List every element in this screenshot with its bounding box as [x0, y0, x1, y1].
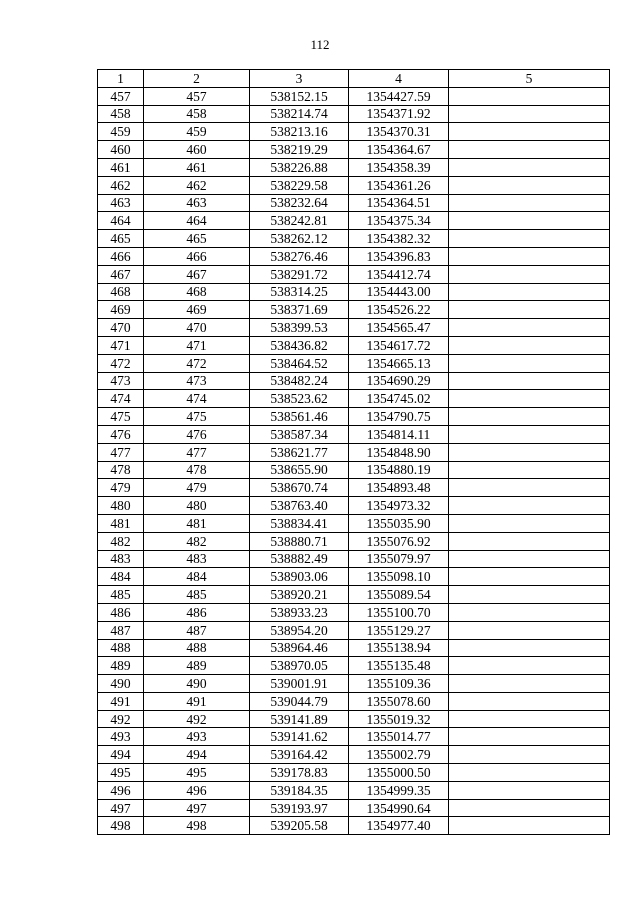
table-header-row — [98, 70, 610, 88]
table-row — [98, 283, 610, 301]
table-row — [98, 710, 610, 728]
cell-x-coordinate: 539001.91 — [250, 675, 349, 693]
cell-note — [449, 817, 610, 835]
cell-point-number: 476 — [144, 425, 250, 443]
cell-point-number: 492 — [144, 710, 250, 728]
cell-x-coordinate: 539178.83 — [250, 764, 349, 782]
cell-note — [449, 710, 610, 728]
cell-point-number: 465 — [144, 230, 250, 248]
cell-note — [449, 746, 610, 764]
table-row — [98, 514, 610, 532]
cell-y-coordinate: 1355019.32 — [349, 710, 449, 728]
cell-note — [449, 372, 610, 390]
cell-note — [449, 247, 610, 265]
cell-point-number: 461 — [144, 158, 250, 176]
cell-index: 489 — [98, 657, 144, 675]
cell-y-coordinate: 1355079.97 — [349, 550, 449, 568]
cell-y-coordinate: 1354893.48 — [349, 479, 449, 497]
cell-point-number: 485 — [144, 586, 250, 604]
cell-point-number: 475 — [144, 408, 250, 426]
cell-x-coordinate: 538262.12 — [250, 230, 349, 248]
cell-x-coordinate: 538242.81 — [250, 212, 349, 230]
cell-y-coordinate: 1355098.10 — [349, 568, 449, 586]
cell-x-coordinate: 538464.52 — [250, 354, 349, 372]
cell-x-coordinate: 538226.88 — [250, 158, 349, 176]
cell-x-coordinate: 539193.97 — [250, 799, 349, 817]
cell-index: 480 — [98, 497, 144, 515]
table-row — [98, 639, 610, 657]
cell-y-coordinate: 1354412.74 — [349, 265, 449, 283]
cell-x-coordinate: 538655.90 — [250, 461, 349, 479]
cell-point-number: 464 — [144, 212, 250, 230]
column-header-5: 5 — [449, 70, 610, 88]
table-row — [98, 621, 610, 639]
table-row — [98, 141, 610, 159]
table-row — [98, 230, 610, 248]
table-row — [98, 319, 610, 337]
cell-note — [449, 105, 610, 123]
cell-note — [449, 764, 610, 782]
cell-note — [449, 675, 610, 693]
cell-point-number: 458 — [144, 105, 250, 123]
table-row — [98, 212, 610, 230]
cell-y-coordinate: 1354790.75 — [349, 408, 449, 426]
cell-note — [449, 461, 610, 479]
table-row — [98, 728, 610, 746]
cell-y-coordinate: 1354977.40 — [349, 817, 449, 835]
cell-x-coordinate: 538587.34 — [250, 425, 349, 443]
cell-index: 477 — [98, 443, 144, 461]
table-row — [98, 372, 610, 390]
cell-point-number: 489 — [144, 657, 250, 675]
cell-index: 476 — [98, 425, 144, 443]
cell-index: 458 — [98, 105, 144, 123]
cell-y-coordinate: 1354617.72 — [349, 336, 449, 354]
cell-note — [449, 568, 610, 586]
table-row — [98, 568, 610, 586]
table-row — [98, 390, 610, 408]
table-row — [98, 301, 610, 319]
table-row — [98, 336, 610, 354]
cell-y-coordinate: 1355138.94 — [349, 639, 449, 657]
table-row — [98, 817, 610, 835]
cell-y-coordinate: 1355078.60 — [349, 692, 449, 710]
cell-x-coordinate: 539164.42 — [250, 746, 349, 764]
cell-point-number: 470 — [144, 319, 250, 337]
cell-point-number: 457 — [144, 87, 250, 105]
table-row — [98, 265, 610, 283]
table-body — [98, 87, 610, 834]
cell-x-coordinate: 538561.46 — [250, 408, 349, 426]
table-row — [98, 657, 610, 675]
cell-y-coordinate: 1354999.35 — [349, 781, 449, 799]
cell-point-number: 477 — [144, 443, 250, 461]
cell-x-coordinate: 538933.23 — [250, 603, 349, 621]
cell-x-coordinate: 539141.62 — [250, 728, 349, 746]
cell-y-coordinate: 1355076.92 — [349, 532, 449, 550]
cell-index: 492 — [98, 710, 144, 728]
table-row — [98, 586, 610, 604]
cell-y-coordinate: 1354375.34 — [349, 212, 449, 230]
cell-index: 463 — [98, 194, 144, 212]
column-header-1: 1 — [98, 70, 144, 88]
table-row — [98, 781, 610, 799]
cell-x-coordinate: 538214.74 — [250, 105, 349, 123]
cell-note — [449, 158, 610, 176]
cell-note — [449, 265, 610, 283]
cell-point-number: 482 — [144, 532, 250, 550]
cell-index: 462 — [98, 176, 144, 194]
cell-index: 465 — [98, 230, 144, 248]
cell-point-number: 462 — [144, 176, 250, 194]
cell-point-number: 478 — [144, 461, 250, 479]
table-row — [98, 550, 610, 568]
cell-x-coordinate: 538276.46 — [250, 247, 349, 265]
cell-index: 466 — [98, 247, 144, 265]
cell-x-coordinate: 538219.29 — [250, 141, 349, 159]
cell-y-coordinate: 1354396.83 — [349, 247, 449, 265]
cell-note — [449, 301, 610, 319]
cell-note — [449, 639, 610, 657]
cell-x-coordinate: 538954.20 — [250, 621, 349, 639]
cell-note — [449, 425, 610, 443]
cell-note — [449, 479, 610, 497]
cell-point-number: 488 — [144, 639, 250, 657]
cell-y-coordinate: 1355035.90 — [349, 514, 449, 532]
cell-y-coordinate: 1354364.67 — [349, 141, 449, 159]
cell-y-coordinate: 1354565.47 — [349, 319, 449, 337]
cell-index: 461 — [98, 158, 144, 176]
cell-point-number: 493 — [144, 728, 250, 746]
cell-index: 459 — [98, 123, 144, 141]
cell-point-number: 474 — [144, 390, 250, 408]
cell-index: 494 — [98, 746, 144, 764]
cell-note — [449, 319, 610, 337]
table-row — [98, 194, 610, 212]
cell-index: 488 — [98, 639, 144, 657]
cell-note — [449, 176, 610, 194]
column-header-4: 4 — [349, 70, 449, 88]
table-row — [98, 354, 610, 372]
cell-y-coordinate: 1354990.64 — [349, 799, 449, 817]
column-header-2: 2 — [144, 70, 250, 88]
cell-point-number: 481 — [144, 514, 250, 532]
cell-x-coordinate: 538152.15 — [250, 87, 349, 105]
table-row — [98, 176, 610, 194]
cell-index: 496 — [98, 781, 144, 799]
cell-note — [449, 550, 610, 568]
cell-point-number: 473 — [144, 372, 250, 390]
cell-index: 468 — [98, 283, 144, 301]
cell-point-number: 490 — [144, 675, 250, 693]
cell-index: 486 — [98, 603, 144, 621]
table-row — [98, 443, 610, 461]
cell-x-coordinate: 539205.58 — [250, 817, 349, 835]
cell-x-coordinate: 538763.40 — [250, 497, 349, 515]
cell-y-coordinate: 1354848.90 — [349, 443, 449, 461]
cell-point-number: 483 — [144, 550, 250, 568]
cell-x-coordinate: 539044.79 — [250, 692, 349, 710]
cell-x-coordinate: 538213.16 — [250, 123, 349, 141]
table-row — [98, 532, 610, 550]
cell-y-coordinate: 1354371.92 — [349, 105, 449, 123]
cell-y-coordinate: 1354370.31 — [349, 123, 449, 141]
cell-x-coordinate: 538232.64 — [250, 194, 349, 212]
coordinates-table — [97, 69, 610, 835]
cell-index: 457 — [98, 87, 144, 105]
table-row — [98, 603, 610, 621]
cell-note — [449, 443, 610, 461]
cell-note — [449, 283, 610, 301]
cell-note — [449, 123, 610, 141]
cell-index: 497 — [98, 799, 144, 817]
table-row — [98, 764, 610, 782]
cell-note — [449, 657, 610, 675]
cell-point-number: 494 — [144, 746, 250, 764]
cell-point-number: 467 — [144, 265, 250, 283]
cell-x-coordinate: 539141.89 — [250, 710, 349, 728]
cell-index: 472 — [98, 354, 144, 372]
cell-index: 490 — [98, 675, 144, 693]
cell-point-number: 471 — [144, 336, 250, 354]
cell-note — [449, 586, 610, 604]
cell-index: 469 — [98, 301, 144, 319]
cell-y-coordinate: 1354745.02 — [349, 390, 449, 408]
cell-index: 481 — [98, 514, 144, 532]
cell-y-coordinate: 1355129.27 — [349, 621, 449, 639]
cell-point-number: 460 — [144, 141, 250, 159]
table-row — [98, 158, 610, 176]
cell-index: 471 — [98, 336, 144, 354]
cell-x-coordinate: 538882.49 — [250, 550, 349, 568]
table-row — [98, 799, 610, 817]
cell-x-coordinate: 538903.06 — [250, 568, 349, 586]
cell-point-number: 484 — [144, 568, 250, 586]
table-row — [98, 692, 610, 710]
cell-index: 464 — [98, 212, 144, 230]
table-row — [98, 123, 610, 141]
column-header-3: 3 — [250, 70, 349, 88]
cell-note — [449, 781, 610, 799]
table-row — [98, 425, 610, 443]
page-number: 112 — [310, 37, 330, 52]
cell-point-number: 472 — [144, 354, 250, 372]
cell-note — [449, 230, 610, 248]
cell-y-coordinate: 1354665.13 — [349, 354, 449, 372]
cell-note — [449, 532, 610, 550]
cell-note — [449, 336, 610, 354]
cell-index: 473 — [98, 372, 144, 390]
cell-y-coordinate: 1355100.70 — [349, 603, 449, 621]
cell-point-number: 469 — [144, 301, 250, 319]
cell-x-coordinate: 538670.74 — [250, 479, 349, 497]
cell-x-coordinate: 538880.71 — [250, 532, 349, 550]
cell-note — [449, 87, 610, 105]
table-row — [98, 746, 610, 764]
cell-note — [449, 497, 610, 515]
cell-x-coordinate: 538436.82 — [250, 336, 349, 354]
cell-point-number: 480 — [144, 497, 250, 515]
cell-x-coordinate: 538399.53 — [250, 319, 349, 337]
cell-note — [449, 603, 610, 621]
cell-point-number: 468 — [144, 283, 250, 301]
cell-y-coordinate: 1354880.19 — [349, 461, 449, 479]
cell-index: 474 — [98, 390, 144, 408]
cell-x-coordinate: 538970.05 — [250, 657, 349, 675]
cell-x-coordinate: 538229.58 — [250, 176, 349, 194]
cell-point-number: 486 — [144, 603, 250, 621]
cell-note — [449, 799, 610, 817]
cell-point-number: 495 — [144, 764, 250, 782]
cell-note — [449, 728, 610, 746]
cell-y-coordinate: 1354361.26 — [349, 176, 449, 194]
cell-index: 495 — [98, 764, 144, 782]
cell-index: 484 — [98, 568, 144, 586]
cell-y-coordinate: 1354814.11 — [349, 425, 449, 443]
cell-index: 482 — [98, 532, 144, 550]
cell-x-coordinate: 538621.77 — [250, 443, 349, 461]
cell-index: 498 — [98, 817, 144, 835]
table-row — [98, 408, 610, 426]
cell-index: 467 — [98, 265, 144, 283]
table-row — [98, 479, 610, 497]
cell-x-coordinate: 538291.72 — [250, 265, 349, 283]
cell-x-coordinate: 538371.69 — [250, 301, 349, 319]
table-row — [98, 105, 610, 123]
cell-y-coordinate: 1355135.48 — [349, 657, 449, 675]
cell-index: 483 — [98, 550, 144, 568]
cell-point-number: 496 — [144, 781, 250, 799]
cell-y-coordinate: 1354690.29 — [349, 372, 449, 390]
table-row — [98, 87, 610, 105]
cell-point-number: 497 — [144, 799, 250, 817]
cell-point-number: 487 — [144, 621, 250, 639]
cell-y-coordinate: 1355002.79 — [349, 746, 449, 764]
cell-y-coordinate: 1354358.39 — [349, 158, 449, 176]
cell-x-coordinate: 539184.35 — [250, 781, 349, 799]
table-row — [98, 461, 610, 479]
cell-x-coordinate: 538482.24 — [250, 372, 349, 390]
cell-x-coordinate: 538314.25 — [250, 283, 349, 301]
cell-y-coordinate: 1354427.59 — [349, 87, 449, 105]
cell-y-coordinate: 1354526.22 — [349, 301, 449, 319]
cell-y-coordinate: 1355089.54 — [349, 586, 449, 604]
cell-x-coordinate: 538523.62 — [250, 390, 349, 408]
cell-index: 493 — [98, 728, 144, 746]
cell-index: 475 — [98, 408, 144, 426]
cell-note — [449, 141, 610, 159]
cell-point-number: 463 — [144, 194, 250, 212]
cell-y-coordinate: 1354364.51 — [349, 194, 449, 212]
cell-point-number: 491 — [144, 692, 250, 710]
table-row — [98, 675, 610, 693]
cell-note — [449, 692, 610, 710]
cell-note — [449, 390, 610, 408]
cell-y-coordinate: 1355014.77 — [349, 728, 449, 746]
cell-y-coordinate: 1355109.36 — [349, 675, 449, 693]
cell-point-number: 459 — [144, 123, 250, 141]
cell-note — [449, 194, 610, 212]
cell-index: 485 — [98, 586, 144, 604]
cell-x-coordinate: 538834.41 — [250, 514, 349, 532]
table-row — [98, 497, 610, 515]
cell-point-number: 479 — [144, 479, 250, 497]
cell-index: 460 — [98, 141, 144, 159]
cell-note — [449, 354, 610, 372]
cell-y-coordinate: 1354382.32 — [349, 230, 449, 248]
cell-note — [449, 514, 610, 532]
table-row — [98, 247, 610, 265]
cell-y-coordinate: 1355000.50 — [349, 764, 449, 782]
cell-point-number: 466 — [144, 247, 250, 265]
cell-x-coordinate: 538920.21 — [250, 586, 349, 604]
cell-index: 491 — [98, 692, 144, 710]
cell-index: 479 — [98, 479, 144, 497]
cell-point-number: 498 — [144, 817, 250, 835]
cell-index: 487 — [98, 621, 144, 639]
cell-y-coordinate: 1354443.00 — [349, 283, 449, 301]
cell-index: 470 — [98, 319, 144, 337]
cell-note — [449, 212, 610, 230]
cell-note — [449, 408, 610, 426]
cell-x-coordinate: 538964.46 — [250, 639, 349, 657]
cell-note — [449, 621, 610, 639]
cell-y-coordinate: 1354973.32 — [349, 497, 449, 515]
cell-index: 478 — [98, 461, 144, 479]
